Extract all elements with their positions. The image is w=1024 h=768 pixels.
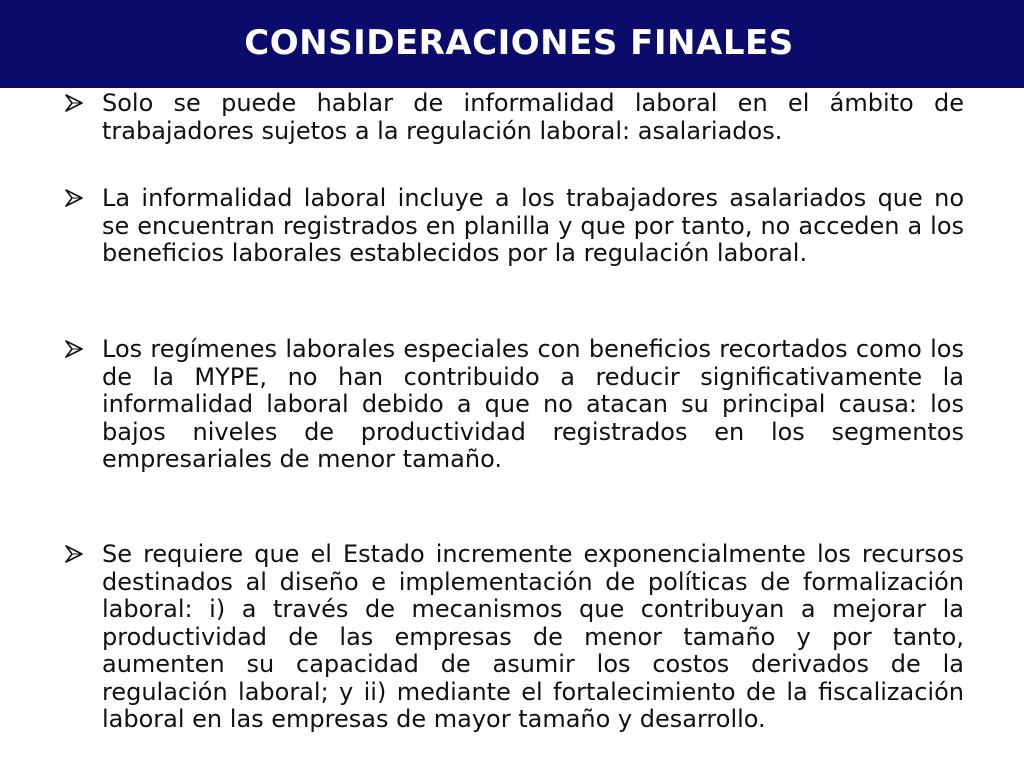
arrowhead-bullet-icon: [64, 544, 86, 564]
arrowhead-bullet-icon: [64, 188, 86, 208]
bullet-item: [64, 90, 964, 145]
arrowhead-bullet-icon: [64, 339, 86, 359]
bullet-text: Se requiere que el Estado incremente exponencialmente los recursos destinados al diseño e implementación de políticas de formalización laboral: i) a través de mecanismos que contribuyan a mejorar la productividad de las empresas de menor tamaño y por tanto, aumenten su capacidad de asumir los costos derivados de la regulación laboral; y ii) mediante el fortalecimiento de la fiscalización laboral en las empresas de mayor tamaño y desarrollo.: [102, 540, 964, 733]
slide-title: CONSIDERACIONES FINALES: [244, 23, 794, 63]
bullet-text: Solo se puede hablar de informalidad laboral en el ámbito de trabajadores sujetos a la regulación laboral: asalariados.: [102, 89, 964, 145]
bullet-text: Los regímenes laborales especiales con beneficios recortados como los de la MYPE, no han contribuido a reducir significativamente la informalidad laboral debido a que no atacan su principal causa: los bajos niveles de productividad registrados en los segmentos empresariales de menor tamaño.: [102, 335, 964, 473]
bullet-item: [64, 541, 964, 734]
bullet-text: La informalidad laboral incluye a los trabajadores asalariados que no se encuentran registrados en planilla y que por tanto, no acceden a los beneficios laborales establecidos por la regulación laboral.: [102, 184, 964, 267]
bullet-item: [64, 185, 964, 268]
arrowhead-bullet-icon: [64, 93, 86, 113]
bullet-item: [64, 336, 964, 474]
